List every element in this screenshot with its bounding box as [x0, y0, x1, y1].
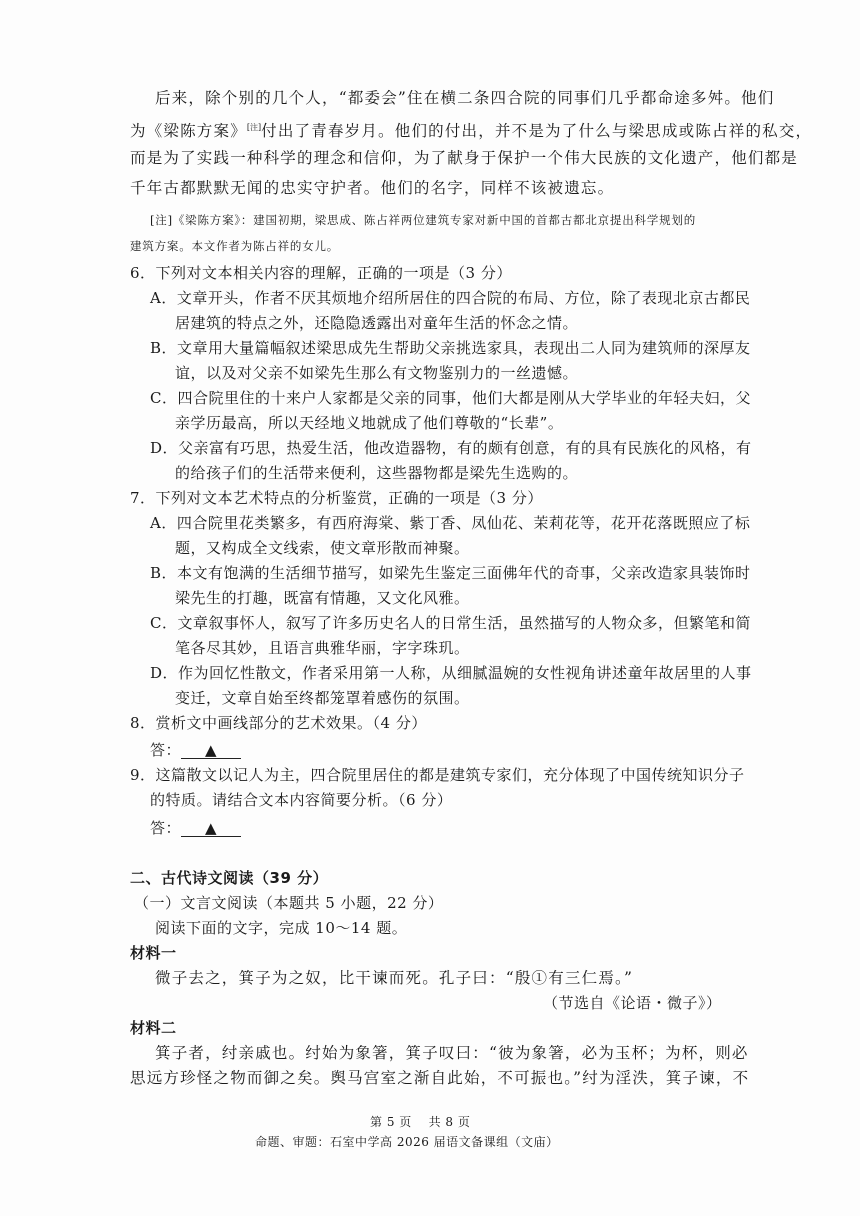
material1-source: （节选自《论语・微子》） [543, 994, 722, 1012]
q6-option-a-line2: 居建筑的特点之外，还隐隐透露出对童年生活的怀念之情。 [175, 314, 579, 332]
q9-stem-line1: 9．这篇散文以记人为主，四合院里居住的都是建筑专家们，充分体现了中国传统知识分子 [130, 766, 745, 784]
material1-text: 微子去之，箕子为之奴，比干谏而死。孔子曰：“殷①有三仁焉。” [155, 969, 634, 987]
section2-subsection: （一）文言文阅读（本题共 5 小题，22 分） [134, 894, 444, 912]
section2-title: 二、古代诗文阅读（39 分） [130, 869, 329, 887]
page-number: 第 5 页 共 8 页 [370, 1115, 471, 1129]
q6-option-b-line1: B．文章用大量篇幅叙述梁思成先生帮助父亲挑选家具，表现出二人同为建筑师的深厚友 [150, 339, 751, 357]
note-line-2: 建筑方案。本文作者为陈占祥的女儿。 [130, 239, 340, 253]
passage-line-4: 千年古都默默无闻的忠实守护者。他们的名字，同样不该被遗忘。 [130, 179, 615, 197]
q8-triangle-mark: ▲ [204, 741, 218, 759]
material2-line1: 箕子者，纣亲戚也。纣始为象箸，箕子叹曰：“彼为象箸，必为玉杯；为杯，则必 [155, 1044, 749, 1062]
passage-line-2 [130, 118, 812, 141]
footer-credit: 命题、审题：石室中学高 2026 届语文备课组（文庙） [255, 1135, 559, 1149]
q9-answer [150, 818, 241, 838]
note-line-1: [注]《梁陈方案》：建国初期，梁思成、陈占祥两位建筑专家对新中国的首都古都北京提出科学规划的 [150, 213, 697, 227]
q6-option-a-line1: A．文章开头，作者不厌其烦地介绍所居住的四合院的布局、方位，除了表现北京古都民 [150, 289, 751, 307]
note-reference: [注] [246, 123, 262, 132]
q6-option-c-line1: C．四合院里住的十来户人家都是父亲的同事，他们大都是刚从大学毕业的年轻夫妇，父 [150, 389, 751, 407]
q7-option-d-line1: D．作为回忆性散文，作者采用第一人称，从细腻温婉的女性视角讲述童年故居里的人事 [150, 664, 752, 682]
q8-answer-label: 答： [150, 741, 182, 759]
passage-line-3: 而是为了实践一种科学的理念和信仰，为了献身于保护一个伟大民族的文化遗产，他们都是 [130, 149, 799, 167]
q7-option-b-line1: B．本文有饱满的生活细节描写，如梁先生鉴定三面佛年代的奇事，父亲改造家具装饰时 [150, 564, 751, 582]
passage-line-1: 后来，除个别的几个人，“都委会”住在横二条四合院的同事们几乎都命途多舛。他们 [155, 89, 775, 107]
q6-option-d-line2: 的给孩子们的生活带来便利，这些器物都是梁先生选购的。 [175, 464, 579, 482]
q8-stem: 8．赏析文中画线部分的艺术效果。（4 分） [130, 714, 427, 732]
q8-answer [150, 740, 241, 760]
q9-triangle-mark: ▲ [204, 819, 218, 837]
material1-title: 材料一 [130, 944, 177, 962]
q6-stem: 6．下列对文本相关内容的理解，正确的一项是（3 分） [130, 264, 512, 282]
q6-option-c-line2: 亲学历最高，所以天经地义地就成了他们尊敬的“长辈”。 [175, 414, 564, 432]
q8-answer-blank[interactable] [181, 741, 241, 759]
q6-option-b-line2: 谊，以及对父亲不如梁先生那么有文物鉴别力的一丝遗憾。 [175, 364, 579, 382]
passage-line-2-text: 付出了青春岁月。他们的付出，并不是为了什么与梁思成或陈占祥的私交， [261, 122, 813, 141]
q7-option-a-line1: A．四合院里花类繁多，有西府海棠、紫丁香、凤仙花、茉莉花等，花开花落既照应了标 [150, 514, 751, 532]
q9-stem-line2: 的特质。请结合文本内容简要分析。（6 分） [150, 791, 453, 809]
q7-option-c-line1: C．文章叙事怀人，叙写了许多历史名人的日常生活，虽然描写的人物众多，但繁笔和简 [150, 614, 751, 632]
q7-option-a-line2: 题，又构成全文线索，使文章形散而神聚。 [175, 539, 470, 557]
q9-answer-blank[interactable] [181, 819, 241, 837]
material2-title: 材料二 [130, 1019, 177, 1037]
q9-answer-label: 答： [150, 819, 182, 837]
material2-line2: 思远方珍怪之物而御之矣。舆马宫室之渐自此始，不可振也。”纣为淫泆，箕子谏，不 [130, 1069, 750, 1087]
q7-option-b-line2: 梁先生的打趣，既富有情趣，又文化风雅。 [175, 589, 470, 607]
passage-line-2-prefix: 为《梁陈方案》 [130, 122, 247, 141]
q6-option-d-line1: D．父亲富有巧思，热爱生活，他改造器物，有的颇有创意，有的具有民族化的风格，有 [150, 439, 752, 457]
q7-option-d-line2: 变迁，文章自始至终都笼罩着感伤的氛围。 [175, 689, 470, 707]
section2-instruction: 阅读下面的文字，完成 10～14 题。 [155, 919, 408, 937]
q7-stem: 7．下列对文本艺术特点的分析鉴赏，正确的一项是（3 分） [130, 489, 543, 507]
q7-option-c-line2: 笔各尽其妙，且语言典雅华丽，字字珠玑。 [175, 639, 470, 657]
